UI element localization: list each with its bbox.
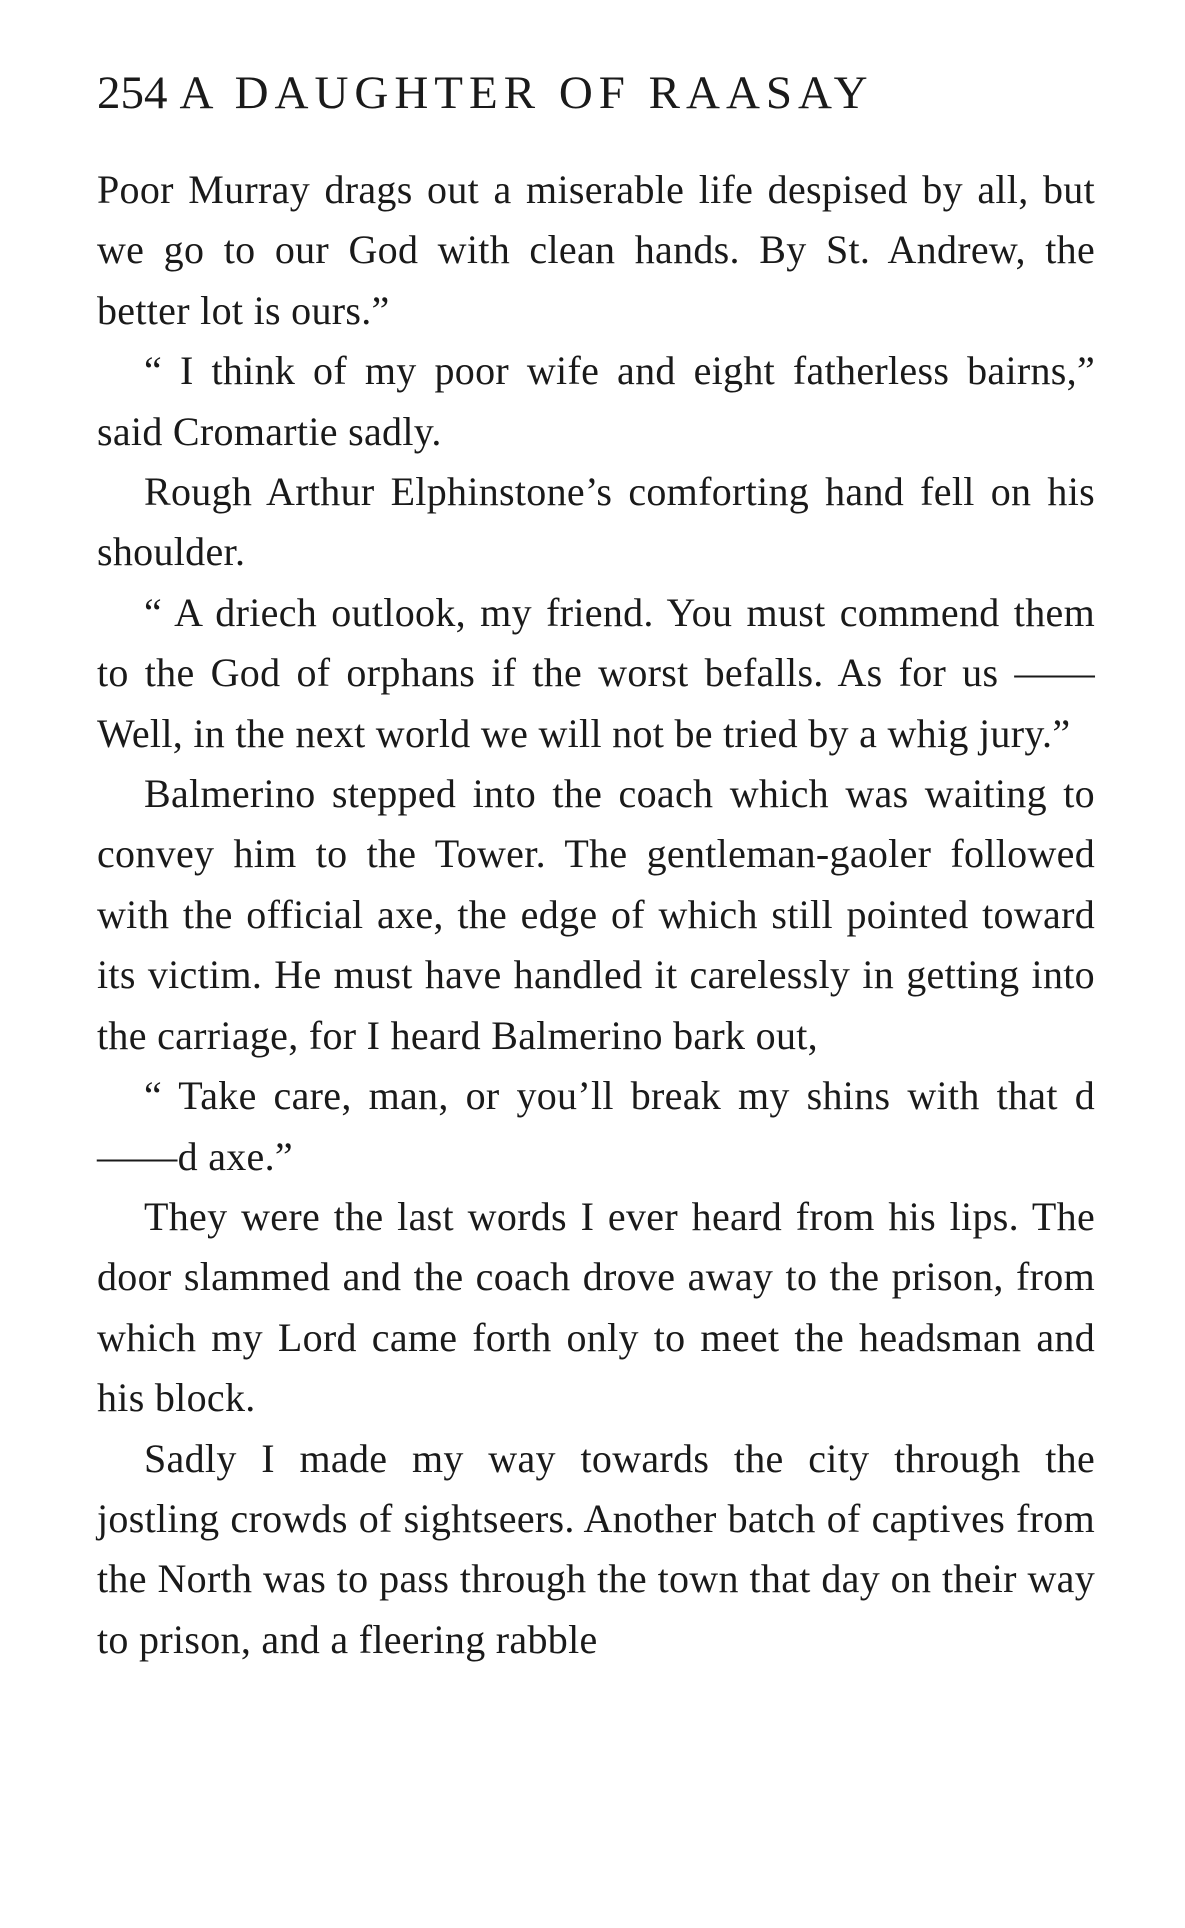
body-text <box>97 160 1095 1670</box>
running-title: A DAUGHTER OF RAASAY <box>179 67 874 119</box>
paragraph: “ A driech outlook, my friend. You must commend them to the God of orphans if the worst befalls. As for us —— Well, in the next world we will not be tried by a whig jury.” <box>97 589 1095 756</box>
paragraph: “ I think of my poor wife and eight fatherless bairns,” said Cromartie sadly. <box>97 348 1095 454</box>
paragraph: They were the last words I ever heard from his lips. The door slammed and the coach drove away to the prison, from which my Lord came forth only to meet the headsman and his block. <box>97 1193 1095 1421</box>
paragraph: “ Take care, man, or you’ll break my shins with that d——d axe.” <box>97 1073 1095 1179</box>
running-header <box>97 58 1077 128</box>
paragraph: Rough Arthur Elphinstone’s comforting hand fell on his shoulder. <box>97 469 1095 575</box>
paragraph: Balmerino stepped into the coach which was waiting to convey him to the Tower. The gentleman-gaoler followed with the official axe, the edge of which still pointed toward its victim. He must have handled it carelessly in getting into the carriage, for I heard Balmerino bark out, <box>97 771 1095 1058</box>
paragraph: Poor Murray drags out a miserable life despised by all, but we go to our God with clean hands. By St. Andrew, the better lot is ours.” <box>97 167 1095 333</box>
page-number: 254 <box>97 67 168 119</box>
paragraph: Sadly I made my way towards the city through the jostling crowds of sightseers. Another batch of captives from the North was to pass through the town that day on their way to prison, and a fleering rabble <box>97 1435 1095 1662</box>
